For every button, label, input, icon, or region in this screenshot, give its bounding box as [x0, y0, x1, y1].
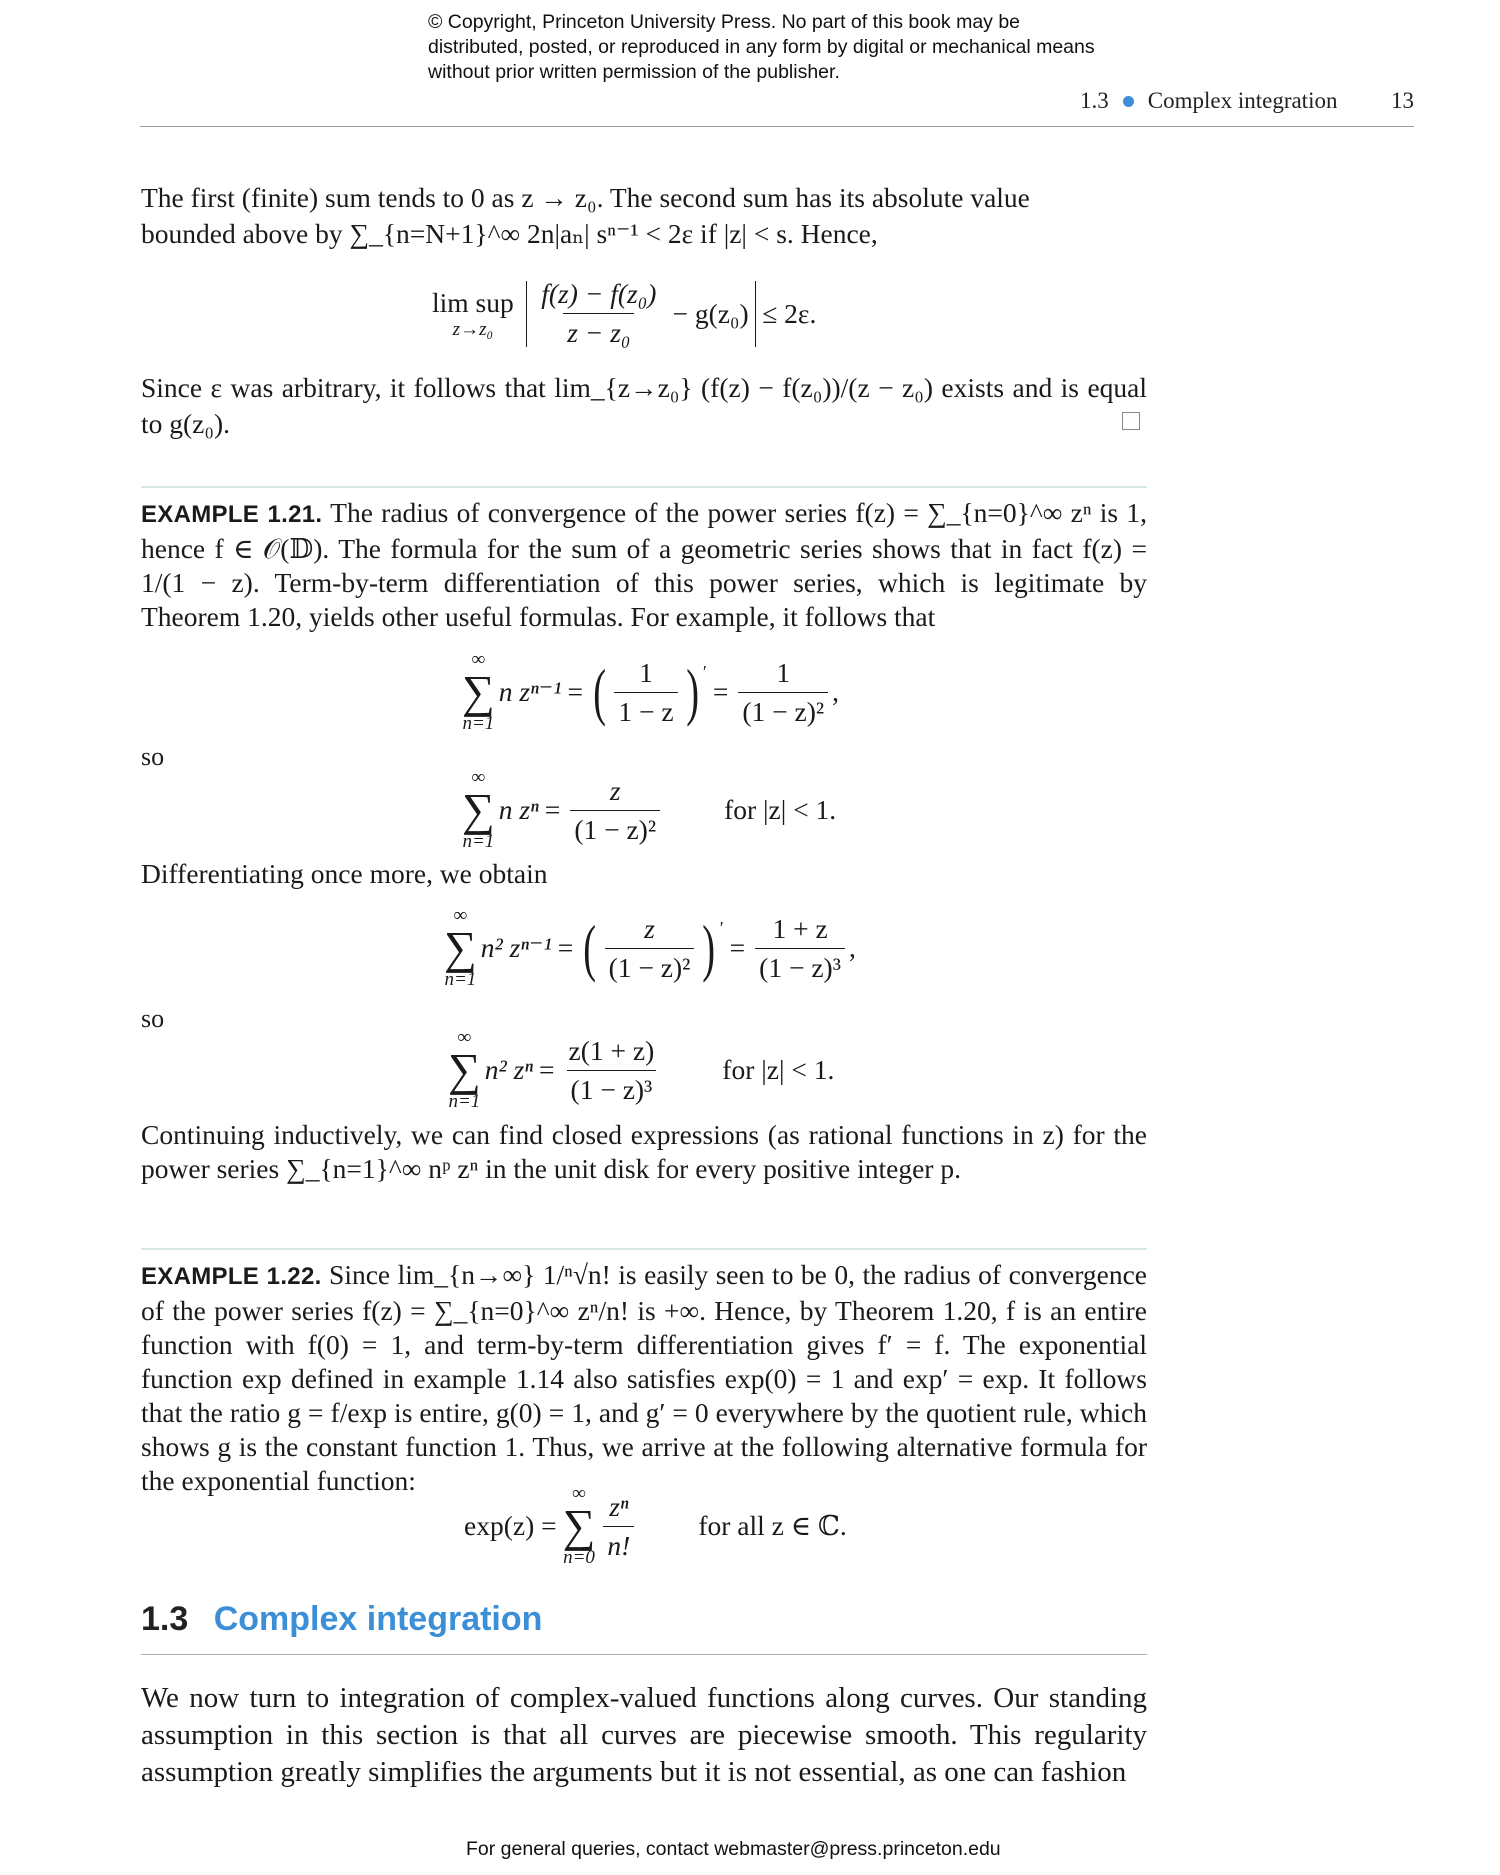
connector-differentiating: Differentiating once more, we obtain: [141, 858, 548, 889]
limsup-rhs: ≤ 2ε.: [762, 297, 817, 329]
condition: for all z ∈ ℂ.: [698, 1510, 847, 1541]
condition: for |z| < 1.: [722, 1054, 835, 1085]
connector-so-1: so: [141, 742, 165, 771]
proof-line-2: bounded above by ∑_{n=N+1}^∞ 2n|aₙ| sⁿ⁻¹ < 2ε if |z| < s. Hence,: [141, 218, 878, 249]
section-number: 1.3: [141, 1600, 189, 1638]
sigma-icon: ∑: [562, 1500, 596, 1551]
sum-operator: ∞ ∑ n=1: [462, 767, 495, 852]
example-label: EXAMPLE 1.22.: [141, 1263, 322, 1290]
proof-paragraph-1: [141, 180, 1147, 252]
section-intro-paragraph: We now turn to integration of complex-valued functions along curves. Our standing assumption in this section is that all curves are piecewise smooth. This regularity assumption greatly simplifies the arguments but it is not essential, as one can fashion: [141, 1682, 1147, 1788]
exp-series-equation: exp(z) = ∞ ∑ n=0 $\frac{\text{zⁿ}}{n!}$ for all z ∈ ℂ.: [464, 1483, 847, 1568]
page-number: 13: [1391, 88, 1414, 113]
limsup-equation: [432, 278, 816, 349]
example-label: EXAMPLE 1.21.: [141, 501, 323, 528]
bullet-dot-icon: [1123, 96, 1134, 107]
limsup-operator: lim sup: [432, 286, 514, 318]
sigma-icon: ∑: [444, 922, 477, 973]
sigma-icon: ∑: [462, 666, 495, 717]
abs-bar-right: [755, 281, 757, 347]
header-divider: [140, 126, 1414, 127]
limsup-subscript: z→z₀: [452, 318, 494, 340]
example-1-21: [141, 496, 1147, 634]
example-1-22: [141, 1258, 1147, 1498]
condition: for |z| < 1.: [724, 794, 837, 825]
connector-so-2: so: [141, 1004, 165, 1033]
limsup-denominator: z − z₀: [563, 313, 634, 349]
abs-bar-left: [526, 281, 528, 347]
equation-2: ∞ ∑ n=1 n zⁿ = $\frac{z}{\text{(1 − z)²}}$ for |z| < 1.: [462, 767, 837, 852]
proof-line-1: The first (finite) sum tends to 0 as z → z₀. The second sum has its absolute value: [141, 182, 1030, 213]
example-divider-mid: [141, 1248, 1147, 1250]
equation-1: ∞ ∑ n=1 n zⁿ⁻¹ = ( $\frac{1}{1 - z}$ ) ′ = $\frac{1}{\text{(1 − z)²}}$ ,: [462, 649, 840, 734]
sigma-icon: ∑: [462, 784, 495, 835]
sum-operator: ∞ ∑ n=1: [448, 1027, 481, 1112]
copyright-notice: © Copyright, Princeton University Press. No part of this book may be distributed, posted, or reproduced in any form by digital or mechanical means without prior written permission of the publisher.: [428, 11, 1095, 83]
running-head: [1080, 88, 1337, 114]
qed-box-icon: [1122, 412, 1140, 430]
sigma-icon: ∑: [448, 1044, 481, 1095]
sum-operator: ∞ ∑ n=1: [462, 649, 495, 734]
equation-4: ∞ ∑ n=1 n² zⁿ = $\frac{z(1 + z)}{\text{(1 − z)³}}$ for |z| < 1.: [448, 1027, 835, 1112]
running-head-section-title: Complex integration: [1147, 88, 1338, 113]
section-title: Complex integration: [213, 1600, 543, 1638]
example-1-21-closing: Continuing inductively, we can find closed expressions (as rational functions in z) for the power series ∑_{n=1}^∞ nᵖ zⁿ in the unit disk for every positive integer p.: [141, 1119, 1147, 1184]
equation-3: ∞ ∑ n=1 n² zⁿ⁻¹ = ( $\frac{z}{\text{(1 − z)²}}$ ) ′ = $\frac{1 + z}{\text{(1 − z)³}}$ ,: [444, 905, 856, 990]
example-text: The radius of convergence of the power series f(z) = ∑_{n=0}^∞ zⁿ is 1, hence f ∈ 𝒪(𝔻). The formula for the sum of a geometric series shows that in fact f(z) = 1/(1 − z). Term-by-term differentiation of this power series, which is legitimate by Theorem 1.20, yields other useful formulas. For example, it follows that: [141, 497, 1147, 632]
example-divider-top: [141, 486, 1147, 488]
running-head-section-number: 1.3: [1080, 88, 1109, 113]
section-heading: [141, 1600, 542, 1639]
sum-operator: ∞ ∑ n=1: [444, 905, 477, 990]
sum-operator: ∞ ∑ n=0: [562, 1483, 596, 1568]
section-divider: [141, 1654, 1147, 1655]
limsup-rest: − g(z₀): [672, 297, 749, 329]
proof-paragraph-2: Since ε was arbitrary, it follows that lim_{z→z₀} (f(z) − f(z₀))/(z − z₀) exists and is equal to g(z₀).: [141, 372, 1147, 439]
example-text: Since lim_{n→∞} 1/ⁿ√n! is easily seen to be 0, the radius of convergence of the power series f(z) = ∑_{n=0}^∞ zⁿ/n! is +∞. Hence, by Theorem 1.20, f is an entire function with f(0) = 1, and term-by-term differentiation gives f′ = f. The exponential function exp defined in example 1.14 also satisfies exp(0) = 1 and exp′ = exp. It follows that the ratio g = f/exp is entire, g(0) = 1, and g′ = 0 everywhere by the quotient rule, which shows g is the constant function 1. Thus, we arrive at the following alternative formula for the exponential function:: [141, 1259, 1148, 1496]
footer-contact: For general queries, contact webmaster@press.princeton.edu: [466, 1838, 1001, 1860]
limsup-numerator: f(z) − f(z₀): [541, 278, 657, 309]
